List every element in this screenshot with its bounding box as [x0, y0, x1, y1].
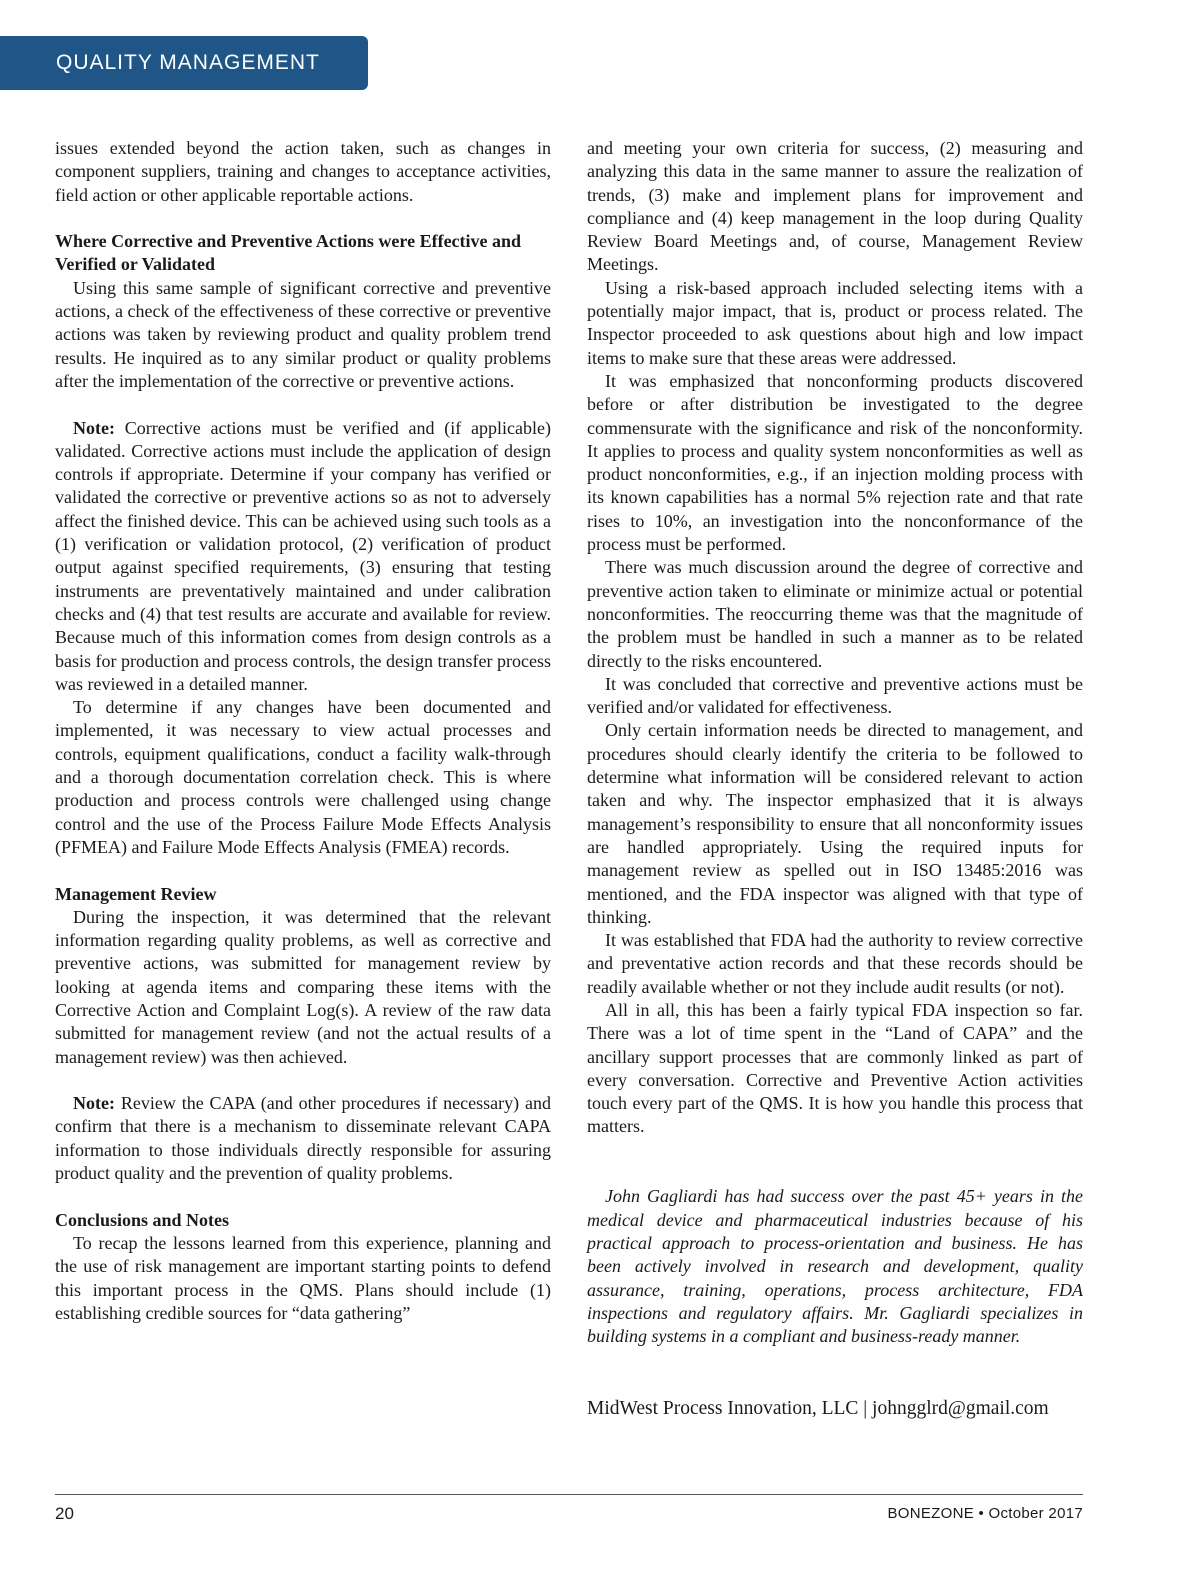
right-column [587, 137, 1083, 1348]
paragraph-changes: To determine if any changes have been documented and implemented, it was necessary to view actual processes and controls, equipment qualifications, conduct a facility walk-through and a thorough documentation correlation check. This is where production and process controls were challenged using change control and the use of the Process Failure Mode Effects Analysis (PFMEA) and Failure Mode Effects Analysis (FMEA) records. [55, 697, 551, 857]
paragraph-risk: Using a risk-based approach included selecting items with a potentially major impact, that is, product or process related. The Inspector proceeded to ask questions about high and low impact items to make sure that these areas were addressed. [587, 277, 1083, 368]
paragraph-management-review: During the inspection, it was determined that the relevant information regarding quality problems, as well as corrective and preventive actions, was submitted for management review by looking at agenda items and comparing these items with the Corrective Action and Complaint Log(s). A review of the raw data submitted for management review (and not the actual results of a management review) was then achieved. [55, 906, 551, 1067]
note-label-2: Note: [73, 1093, 115, 1114]
note-label-1: Note: [73, 417, 115, 438]
paragraph-effective: Using this same sample of significant corrective and preventive actions, a check of the effectiveness of these corrective or preventive actions was taken by reviewing product and quality problem trend results. He inquired as to any similar product or quality problems after the implementation of the corrective or preventive actions. [55, 277, 551, 391]
note-text-2: Review the CAPA (and other procedures if necessary) and confirm that there is a mechanism to disseminate relevant CAPA information to those individuals directly responsible for assuring product quality and the prevention of quality problems. [55, 1093, 551, 1184]
heading-conclusions: Conclusions and Notes [55, 1209, 230, 1230]
contact-line: MidWest Process Innovation, LLC | johngglrd@gmail.com [587, 1398, 1049, 1419]
author-bio: John Gagliardi has had success over the past 45+ years in the medical device and pharmaceutical industries because of his practical approach to process-orientation and business. He has been actively involved in research and development, quality assurance, training, operations, process architecture, FDA inspections and regulatory affairs. Mr. Gagliardi specializes in building systems in a compliant and business-ready manner. [587, 1186, 1083, 1347]
heading-effective: Where Corrective and Preventive Actions were Effective and Verified or Validated [55, 231, 522, 275]
paragraph-only: Only certain information needs be directed to management, and procedures should clearly identify the criteria to be followed to determine what information will be considered relevant to action taken and why. The inspector emphasized that it is always management’s responsibility to ensure that all nonconformity issues are handled appropriately. Using the required inputs for management review as spelled out in ISO 13485:2016 was mentioned, and the FDA inspector was aligned with that type of thinking. [587, 720, 1083, 927]
intro-paragraph: issues extended beyond the action taken, such as changes in component suppliers, training and changes to acceptance activities, field action or other applicable reportable actions. [55, 138, 551, 205]
note-paragraph-1 [55, 417, 551, 697]
note-paragraph-2 [55, 1092, 551, 1185]
footer-divider [55, 1494, 1083, 1495]
paragraph-nonconforming: It was emphasized that nonconforming products discovered before or after distribution be investigated to the degree commensurate with the significance and risk of the nonconformity. It applies to process and quality system nonconformities as well as product nonconformities, e.g., if an injection molding process with its known capabilities has a normal 5% rejection rate and that rate rises to 10%, an investigation into the nonconformance of the process must be performed. [587, 370, 1083, 555]
paragraph-conclusions: To recap the lessons learned from this experience, planning and the use of risk management are important starting points to defend this important process in the QMS. Plans should include (1) establishing credible sources for “data gathering” [55, 1232, 551, 1323]
section-tab [0, 36, 368, 90]
paragraph-established: It was established that FDA had the authority to review corrective and preventative action records and that these records should be readily available whether or not they include audit results (or not). [587, 930, 1083, 997]
paragraph-continued: and meeting your own criteria for success, (2) measuring and analyzing this data in the same manner to assure the realization of trends, (3) make and implement plans for improvement and compliance and (4) keep management in the loop during Quality Review Board Meetings and, of course, Management Review Meetings. [587, 138, 1083, 275]
page-number: 20 [55, 1504, 74, 1523]
paragraph-discussion: There was much discussion around the degree of corrective and preventive action taken to eliminate or minimize actual or potential nonconformities. The reoccurring theme was that the magnitude of the problem must be handled in such a manner as to be related directly to the risks encountered. [587, 557, 1083, 671]
note-text-1: Corrective actions must be verified and (if applicable) validated. Corrective actions must include the application of design controls if appropriate. Determine if your company has verified or validated the corrective or preventive actions so as not to adversely affect the finished device. This can be achieved using such tools as a (1) verification or validation protocol, (2) verification of product output against specified requirements, (3) ensuring that testing instruments are preventatively maintained and under calibration checks and (4) that test results are accurate and available for review. Because much of this information comes from design controls as a basis for production and process controls, the design transfer process was reviewed in a detailed manner. [55, 417, 551, 694]
heading-management-review: Management Review [55, 883, 217, 904]
left-column [55, 137, 551, 1325]
section-title: QUALITY MANAGEMENT [56, 51, 320, 74]
paragraph-all-in-all: All in all, this has been a fairly typical FDA inspection so far. There was a lot of time spent in the “Land of CAPA” and the ancillary support processes that are commonly linked as part of every conversation. Corrective and Preventive Action activities touch every part of the QMS. It is how you handle this process that matters. [587, 999, 1083, 1137]
paragraph-concluded: It was concluded that corrective and preventive actions must be verified and/or validated for effectiveness. [587, 673, 1083, 718]
publication-info: BONEZONE • October 2017 [887, 1505, 1083, 1522]
